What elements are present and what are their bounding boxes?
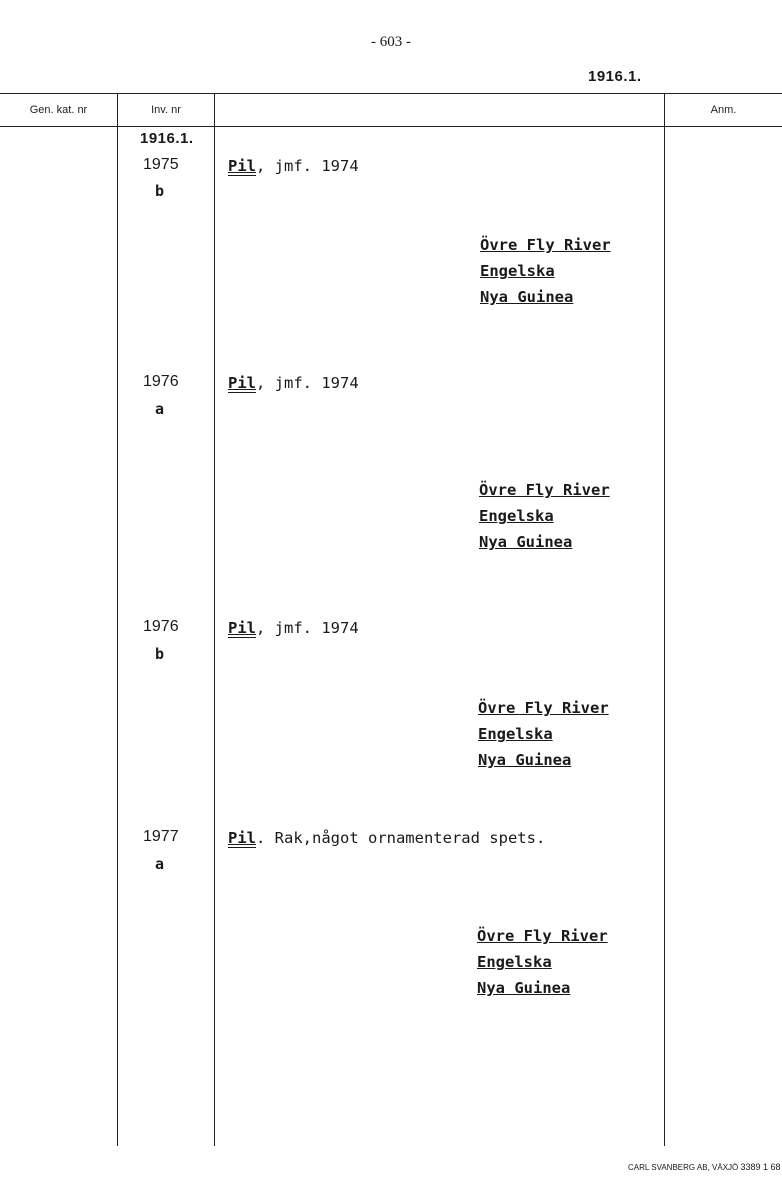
- entry-location: [479, 477, 610, 555]
- column-header-gen-kat-nr: Gen. kat. nr: [29, 104, 88, 116]
- location-line: Övre Fly River: [480, 236, 611, 254]
- inv-sub-letter: b: [155, 645, 165, 663]
- printer-name: CARL SVANBERG AB, VÄXJÖ: [628, 1163, 739, 1172]
- entry-description: [228, 619, 359, 637]
- inv-sub-letter: a: [155, 855, 165, 873]
- description-text: . Rak,något ornamenterad spets.: [256, 829, 546, 847]
- description-text: , jmf. 1974: [256, 157, 359, 175]
- description-keyword: Pil: [228, 374, 256, 392]
- location-line: Övre Fly River: [478, 699, 609, 717]
- description-keyword: Pil: [228, 829, 256, 847]
- entry-description: [228, 374, 359, 392]
- inv-number: 1975: [143, 156, 179, 173]
- description-text: , jmf. 1974: [256, 619, 359, 637]
- column-header-anm: Anm.: [710, 104, 737, 116]
- column-divider-1: [117, 93, 118, 1146]
- location-line: Övre Fly River: [477, 927, 608, 945]
- location-line: Nya Guinea: [478, 751, 572, 769]
- form-code: 3389 1 68: [740, 1162, 781, 1172]
- inv-sub-letter: b: [155, 182, 165, 200]
- location-line: Engelska: [480, 262, 555, 280]
- column-header-inv-nr: Inv. nr: [151, 104, 181, 116]
- description-keyword: Pil: [228, 619, 256, 637]
- location-line: Nya Guinea: [480, 288, 574, 306]
- location-line: Engelska: [479, 507, 554, 525]
- entry-location: [478, 695, 609, 773]
- inv-sub-letter: a: [155, 400, 165, 418]
- location-line: Nya Guinea: [477, 979, 571, 997]
- description-text: , jmf. 1974: [256, 374, 359, 392]
- entry-description: [228, 829, 545, 847]
- page-number: - 603 -: [371, 34, 411, 50]
- column-divider-3: [664, 93, 665, 1146]
- location-line: Engelska: [477, 953, 552, 971]
- entry-description: [228, 157, 359, 175]
- inv-number: 1977: [143, 828, 179, 845]
- location-line: Nya Guinea: [479, 533, 573, 551]
- inv-column-accession: 1916.1.: [140, 130, 194, 147]
- header-accession: 1916.1.: [588, 68, 642, 85]
- entry-location: [477, 923, 608, 1001]
- inv-number: 1976: [143, 618, 179, 635]
- entry-location: [480, 232, 611, 310]
- printer-imprint: [628, 1162, 781, 1172]
- inv-number: 1976: [143, 373, 179, 390]
- description-keyword: Pil: [228, 157, 256, 175]
- location-line: Övre Fly River: [479, 481, 610, 499]
- column-divider-2: [214, 93, 215, 1146]
- location-line: Engelska: [478, 725, 553, 743]
